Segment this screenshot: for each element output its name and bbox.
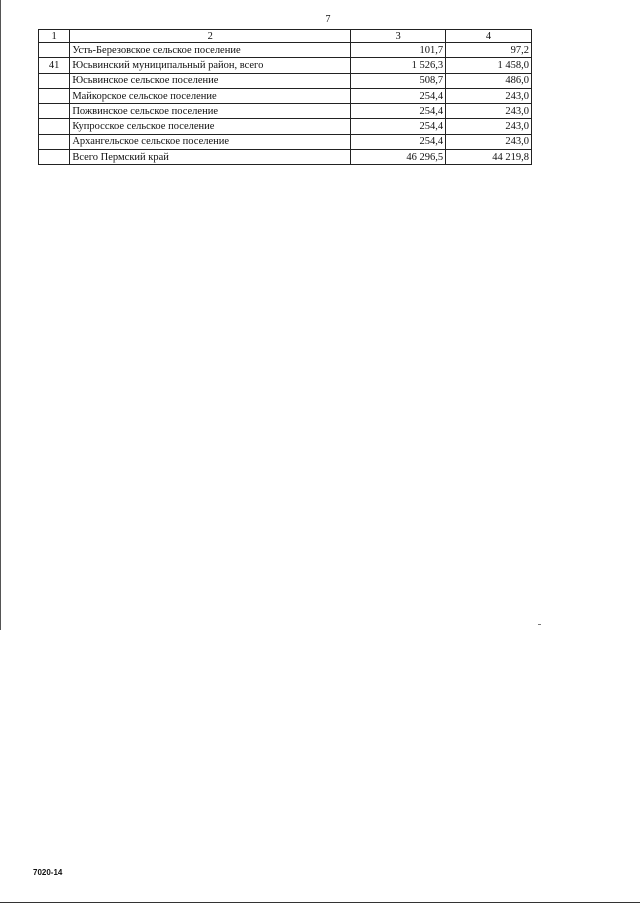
row-value-col3-cell: 254,4	[351, 119, 446, 134]
document-code: 7020-14	[33, 868, 63, 877]
header-cell-4: 4	[446, 30, 532, 43]
row-value-col3-cell: 254,4	[351, 134, 446, 149]
row-number-cell	[39, 104, 70, 119]
table-row	[39, 73, 532, 88]
row-value-col3-cell: 254,4	[351, 88, 446, 103]
table-row	[39, 88, 532, 103]
table-row	[39, 134, 532, 149]
row-value-col4-cell: 1 458,0	[446, 58, 532, 73]
row-name-cell: Майкорское сельское поселение	[70, 88, 351, 103]
table-row	[39, 104, 532, 119]
row-value-col4-cell: 243,0	[446, 104, 532, 119]
row-number-cell	[39, 73, 70, 88]
table-row	[39, 58, 532, 73]
table-row	[39, 150, 532, 165]
row-number-cell: 41	[39, 58, 70, 73]
header-cell-2: 2	[70, 30, 351, 43]
scan-speck	[538, 624, 541, 625]
row-number-cell	[39, 150, 70, 165]
data-table	[38, 29, 532, 165]
scan-edge-bottom	[0, 902, 640, 903]
row-name-cell: Усть-Березовское сельское поселение	[70, 43, 351, 58]
row-name-cell: Пожвинское сельское поселение	[70, 104, 351, 119]
header-cell-3: 3	[351, 30, 446, 43]
row-name-cell: Купросское сельское поселение	[70, 119, 351, 134]
table-row	[39, 43, 532, 58]
table-row	[39, 119, 532, 134]
row-value-col3-cell: 101,7	[351, 43, 446, 58]
page-number: 7	[325, 14, 331, 25]
table-header-row	[39, 30, 532, 43]
row-value-col4-cell: 243,0	[446, 134, 532, 149]
row-number-cell	[39, 88, 70, 103]
row-number-cell	[39, 43, 70, 58]
header-cell-1: 1	[39, 30, 70, 43]
row-number-cell	[39, 119, 70, 134]
row-value-col3-cell: 508,7	[351, 73, 446, 88]
row-value-col4-cell: 243,0	[446, 119, 532, 134]
row-value-col4-cell: 486,0	[446, 73, 532, 88]
row-name-cell: Всего Пермский край	[70, 150, 351, 165]
scan-edge-left	[0, 0, 1, 630]
row-number-cell	[39, 134, 70, 149]
row-name-cell: Юсьвинское сельское поселение	[70, 73, 351, 88]
row-name-cell: Юсьвинский муниципальный район, всего	[70, 58, 351, 73]
row-value-col3-cell: 46 296,5	[351, 150, 446, 165]
row-value-col3-cell: 1 526,3	[351, 58, 446, 73]
row-name-cell: Архангельское сельское поселение	[70, 134, 351, 149]
row-value-col3-cell: 254,4	[351, 104, 446, 119]
row-value-col4-cell: 97,2	[446, 43, 532, 58]
row-value-col4-cell: 243,0	[446, 88, 532, 103]
row-value-col4-cell: 44 219,8	[446, 150, 532, 165]
